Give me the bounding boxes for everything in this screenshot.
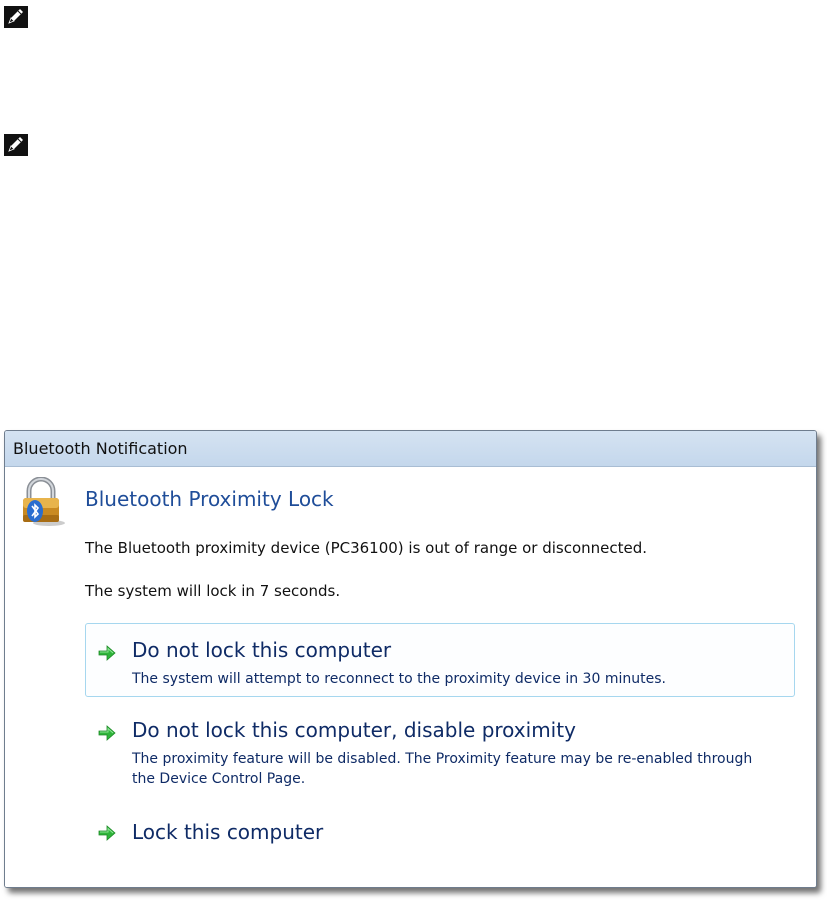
lock-countdown: The system will lock in 7 seconds. [85, 582, 341, 600]
option-title: Do not lock this computer, disable proximity [132, 718, 576, 742]
dialog-title: Bluetooth Notification [13, 439, 188, 458]
bluetooth-notification-dialog [4, 430, 817, 888]
lock-computer-option[interactable] [85, 809, 795, 863]
bluetooth-padlock-icon [19, 477, 67, 529]
do-not-lock-disable-proximity-option[interactable] [85, 703, 795, 797]
green-arrow-icon [98, 644, 116, 662]
option-description: The system will attempt to reconnect to the proximity device in 30 minutes. [132, 671, 666, 687]
option-title: Lock this computer [132, 820, 324, 844]
dialog-titlebar[interactable] [5, 431, 816, 467]
dialog-content [5, 467, 816, 887]
green-arrow-icon [98, 724, 116, 742]
green-arrow-icon [98, 824, 116, 842]
option-title: Do not lock this computer [132, 638, 392, 662]
disconnect-message: The Bluetooth proximity device (PC36100) is out of range or disconnected. [85, 539, 648, 557]
do-not-lock-option[interactable] [85, 623, 795, 697]
note-pencil-icon [4, 6, 28, 28]
option-description: The proximity feature will be disabled. The Proximity feature may be re-enabled through the Device Control Page. [132, 751, 753, 787]
dialog-heading: Bluetooth Proximity Lock [85, 487, 334, 511]
note-pencil-icon [4, 134, 28, 156]
